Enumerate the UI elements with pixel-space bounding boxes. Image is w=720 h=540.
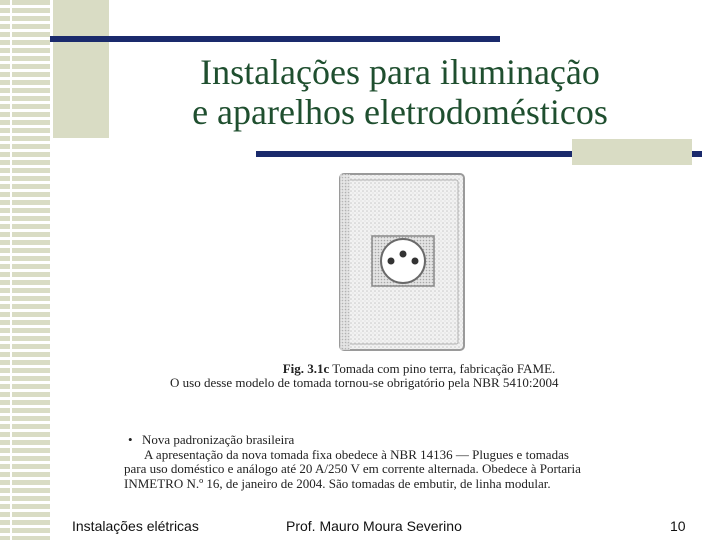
- footer-course: Instalações elétricas: [72, 518, 199, 534]
- footer-author: Prof. Mauro Moura Severino: [286, 518, 462, 534]
- figure-caption: [170, 362, 630, 390]
- socket-photo: [338, 170, 468, 358]
- paragraph-line-1: A apresentação da nova tomada fixa obedece à NBR 14136 — Plugues e tomadas: [144, 446, 569, 462]
- caption-text: Tomada com pino terra, fabricação FAME.: [332, 361, 556, 376]
- caption-line-2: O uso desse modelo de tomada tornou-se obrigatório pela NBR 5410:2004: [170, 375, 559, 390]
- title-line-2: e aparelhos eletrodomésticos: [192, 92, 608, 132]
- top-left-decor-block: [53, 0, 109, 138]
- slide-title: [120, 52, 680, 132]
- paragraph-line-3: INMETRO N.º 16, de janeiro de 2004. São tomadas de embutir, de linha modular.: [124, 475, 551, 491]
- right-decor-block: [572, 139, 692, 165]
- footer-page-number: 10: [670, 518, 686, 534]
- title-line-1: Instalações para iluminação: [200, 52, 600, 92]
- bullet-item: • Nova padronização brasileira: [124, 433, 624, 448]
- caption-line-1: [170, 362, 630, 376]
- paragraph-line-2: para uso doméstico e análogo até 20 A/250 V em corrente alternada. Obedece à Portaria: [124, 461, 581, 476]
- left-stripe-decoration: [0, 0, 50, 540]
- caption-label: Fig. 3.1c: [282, 361, 330, 376]
- body-text: [124, 433, 624, 491]
- paragraph: [124, 448, 624, 492]
- top-accent-bar: [50, 36, 500, 42]
